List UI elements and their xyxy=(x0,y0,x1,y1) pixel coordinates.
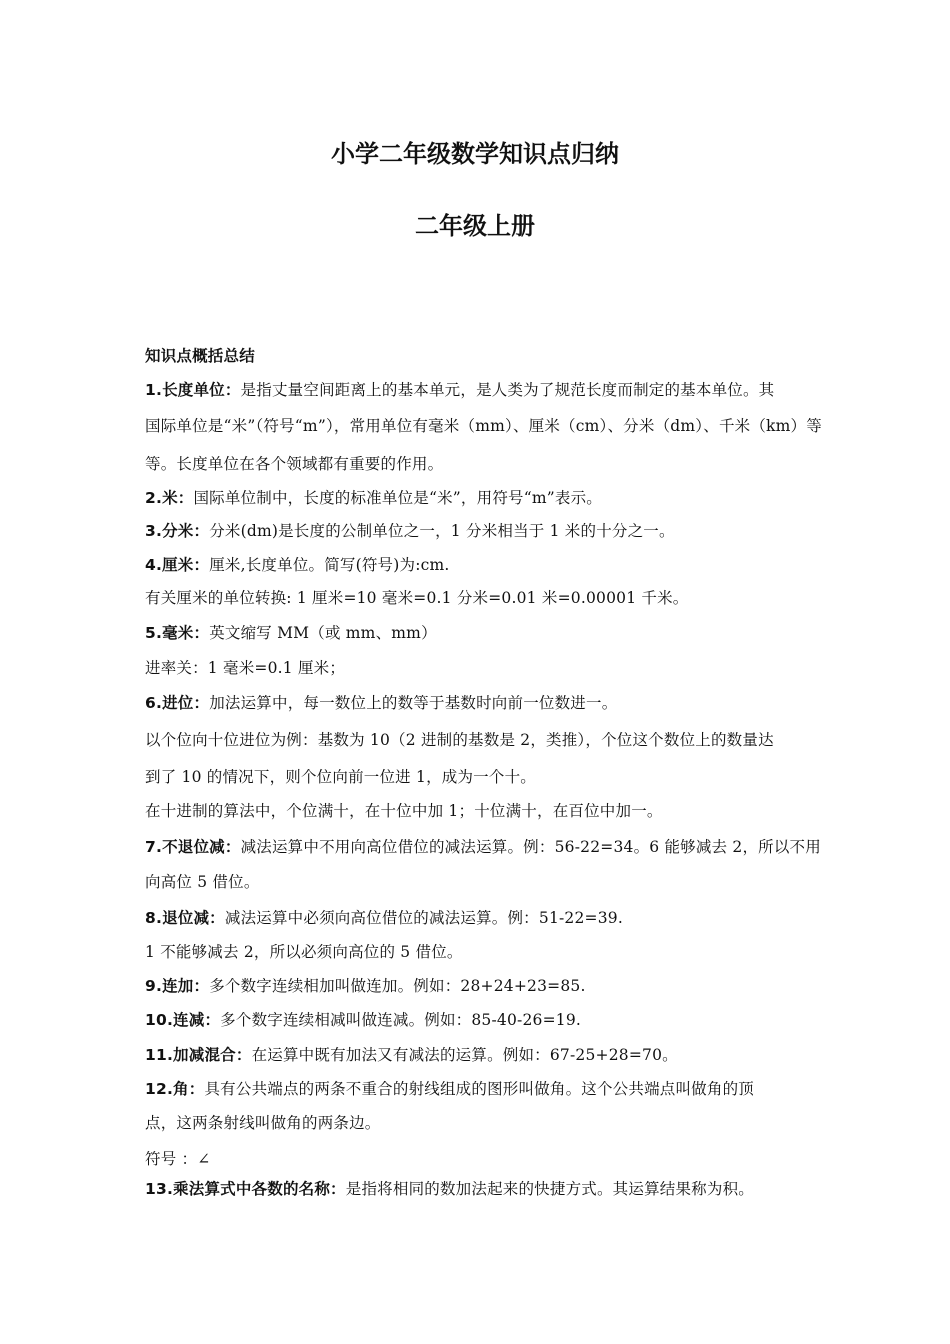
knowledge-item-9 xyxy=(145,974,586,996)
knowledge-item-2 xyxy=(145,486,602,508)
item-term: 13.乘法算式中各数的名称： xyxy=(145,1180,346,1198)
knowledge-item-7 xyxy=(145,835,821,857)
item-term: 11.加减混合： xyxy=(145,1046,252,1064)
item-text: 具有公共端点的两条不重合的射线组成的图形叫做角。这个公共端点叫做角的顶 xyxy=(204,1080,754,1098)
document-subtitle: 二年级上册 xyxy=(415,212,535,240)
item-text: 加法运算中，每一数位上的数等于基数时向前一位数进一。 xyxy=(209,694,618,712)
item-term: 12.角： xyxy=(145,1080,205,1098)
item-continuation-line: 符号 ：∠ xyxy=(145,1150,211,1168)
knowledge-item-8 xyxy=(145,906,623,928)
knowledge-item-4 xyxy=(145,553,450,575)
item-text: 减法运算中必须向高位借位的减法运算。例：51-22=39. xyxy=(224,909,623,927)
item-continuation-line: 到了 10 的情况下，则个位向前一位进 1，成为一个十。 xyxy=(145,768,536,786)
item-text: 减法运算中不用向高位借位的减法运算。例：56-22=34。6 能够减去 2，所以不用 xyxy=(240,838,821,856)
item-continuation-line: 点，这两条射线叫做角的两条边。 xyxy=(145,1114,381,1132)
item-text: 在运算中既有加法又有减法的运算。例如：67-25+28=70。 xyxy=(251,1046,678,1064)
item-continuation-line: 进率关：1 毫米=0.1 厘米； xyxy=(145,659,346,677)
item-term: 5.毫米： xyxy=(145,624,210,642)
knowledge-item-11 xyxy=(145,1043,678,1065)
item-text: 国际单位制中，长度的标准单位是“米”，用符号“m”表示。 xyxy=(193,489,602,507)
knowledge-item-13 xyxy=(145,1177,754,1199)
item-text: 多个数字连续相加叫做连加。例如：28+24+23=85. xyxy=(209,977,586,995)
item-term: 7.不退位减： xyxy=(145,838,241,856)
item-term: 9.连加： xyxy=(145,977,210,995)
item-continuation-line: 有关厘米的单位转换: 1 厘米=10 毫米=0.1 分米=0.01 米=0.00001 千米。 xyxy=(145,589,689,607)
item-term: 10.连减： xyxy=(145,1011,221,1029)
item-continuation-line: 国际单位是“米”（符号“m”），常用单位有毫米（mm）、厘米（cm）、分米（dm）、千米（km）等 xyxy=(145,417,822,435)
item-text: 是指将相同的数加法起来的快捷方式。其运算结果称为积。 xyxy=(345,1180,754,1198)
item-term: 4.厘米： xyxy=(145,556,210,574)
item-continuation-line: 在十进制的算法中，个位满十，在十位中加 1；十位满十，在百位中加一。 xyxy=(145,802,663,820)
item-continuation-line: 等。长度单位在各个领域都有重要的作用。 xyxy=(145,455,444,473)
knowledge-item-12 xyxy=(145,1077,754,1099)
item-text: 多个数字连续相减叫做连减。例如：85-40-26=19. xyxy=(220,1011,582,1029)
knowledge-item-10 xyxy=(145,1008,581,1030)
item-term: 6.进位： xyxy=(145,694,210,712)
item-term: 2.米： xyxy=(145,489,194,507)
knowledge-item-1 xyxy=(145,378,774,400)
item-continuation-line: 向高位 5 借位。 xyxy=(145,873,260,891)
document-title: 小学二年级数学知识点归纳 xyxy=(331,140,619,168)
item-continuation-line: 1 不能够减去 2，所以必须向高位的 5 借位。 xyxy=(145,943,463,961)
item-text: 分米(dm)是长度的公制单位之一，1 分米相当于 1 米的十分之一。 xyxy=(209,522,675,540)
item-text: 是指丈量空间距离上的基本单元，是人类为了规范长度而制定的基本单位。其 xyxy=(240,381,775,399)
knowledge-item-5 xyxy=(145,621,437,643)
item-text: 英文缩写 MM（或 mm、mm） xyxy=(209,624,437,642)
item-term: 8.退位减： xyxy=(145,909,225,927)
item-continuation-line: 以个位向十位进位为例：基数为 10（2 进制的基数是 2，类推），个位这个数位上的数量达 xyxy=(145,731,774,749)
knowledge-item-6 xyxy=(145,691,617,713)
item-term: 3.分米： xyxy=(145,522,210,540)
section-heading: 知识点概括总结 xyxy=(145,347,255,365)
item-term: 1.长度单位： xyxy=(145,381,241,399)
knowledge-item-3 xyxy=(145,519,675,541)
item-text: 厘米,长度单位。简写(符号)为:cm. xyxy=(209,556,450,574)
